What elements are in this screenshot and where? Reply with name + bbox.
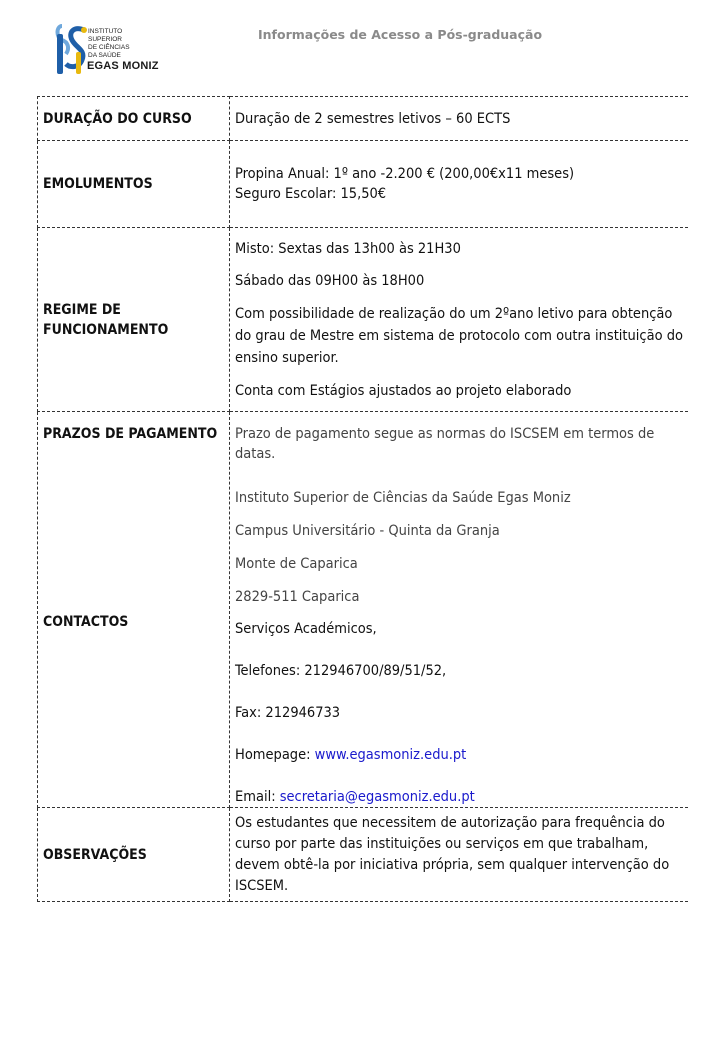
- email-link[interactable]: secretaria@egasmoniz.edu.pt: [279, 789, 475, 805]
- value-emolumentos: [230, 141, 689, 228]
- contact-telefones: Telefones: 212946700/89/51/52,: [235, 663, 447, 679]
- label-observacoes: OBSERVAÇÕES: [38, 808, 230, 902]
- value-regime: [230, 228, 689, 412]
- regime-misto: Misto: Sextas das 13h00 às 21H30: [235, 240, 461, 257]
- value-duracao: Duração de 2 semestres letivos – 60 ECTS: [230, 97, 689, 141]
- label-contactos: CONTACTOS: [43, 614, 129, 630]
- logo-institute-text: INSTITUTO SUPERIOR DE CIÊNCIAS DA SAÚDE: [88, 28, 130, 59]
- contact-fax: Fax: 212946733: [235, 705, 341, 721]
- email-label: Email:: [235, 789, 280, 805]
- prazos-text: Prazo de pagamento segue as normas do ISCSEM em termos de datas.: [235, 426, 655, 462]
- row-duracao: [38, 97, 689, 141]
- row-observacoes: [38, 808, 689, 902]
- label-regime-line1: REGIME DE: [43, 301, 121, 318]
- label-prazos-contactos: [38, 412, 230, 808]
- access-info-table: [37, 96, 688, 902]
- contact-servicos: Serviços Académicos,: [235, 621, 377, 637]
- logo-name: EGAS MONIZ: [87, 60, 159, 72]
- homepage-link[interactable]: www.egasmoniz.edu.pt: [314, 747, 467, 763]
- label-duracao: DURAÇÃO DO CURSO: [38, 97, 230, 141]
- row-emolumentos: [38, 141, 689, 228]
- label-regime-line2: FUNCIONAMENTO: [43, 321, 169, 338]
- regime-estagios: Conta com Estágios ajustados ao projeto elaborado: [235, 382, 572, 399]
- contact-homepage: [235, 745, 684, 765]
- row-prazos-contactos: [38, 412, 689, 808]
- regime-possibilidade: Com possibilidade de realização do um 2ºano letivo para obtenção do grau de Mestre em sistema de protocolo com outra instituição do ensino superior.: [235, 305, 683, 366]
- propina-text: Propina Anual: 1º ano -2.200 € (200,00€x11 meses): [235, 166, 575, 182]
- contact-campus: Campus Universitário - Quinta da Granja: [235, 523, 500, 539]
- value-prazos-contactos: [230, 412, 689, 808]
- label-prazos: PRAZOS DE PAGAMENTO: [43, 426, 218, 442]
- row-regime: [38, 228, 689, 412]
- contact-postal: 2829-511 Caparica: [235, 589, 360, 605]
- label-emolumentos: EMOLUMENTOS: [38, 141, 230, 228]
- regime-sabado: Sábado das 09H00 às 18H00: [235, 272, 425, 289]
- label-regime: [38, 228, 230, 412]
- contact-institute: Instituto Superior de Ciências da Saúde Egas Moniz: [235, 490, 571, 506]
- page-header-title: Informações de Acesso a Pós-graduação: [258, 27, 543, 42]
- seguro-text: Seguro Escolar: 15,50€: [235, 186, 387, 202]
- homepage-label: Homepage:: [235, 747, 315, 763]
- value-observacoes: Os estudantes que necessitem de autorização para frequência do curso por parte das instituições ou serviços em que trabalham, devem obtê-la por iniciativa própria, sem qualquer intervenção do ISCSEM.: [230, 808, 689, 902]
- contact-locality: Monte de Caparica: [235, 556, 358, 572]
- contact-email: [235, 787, 684, 807]
